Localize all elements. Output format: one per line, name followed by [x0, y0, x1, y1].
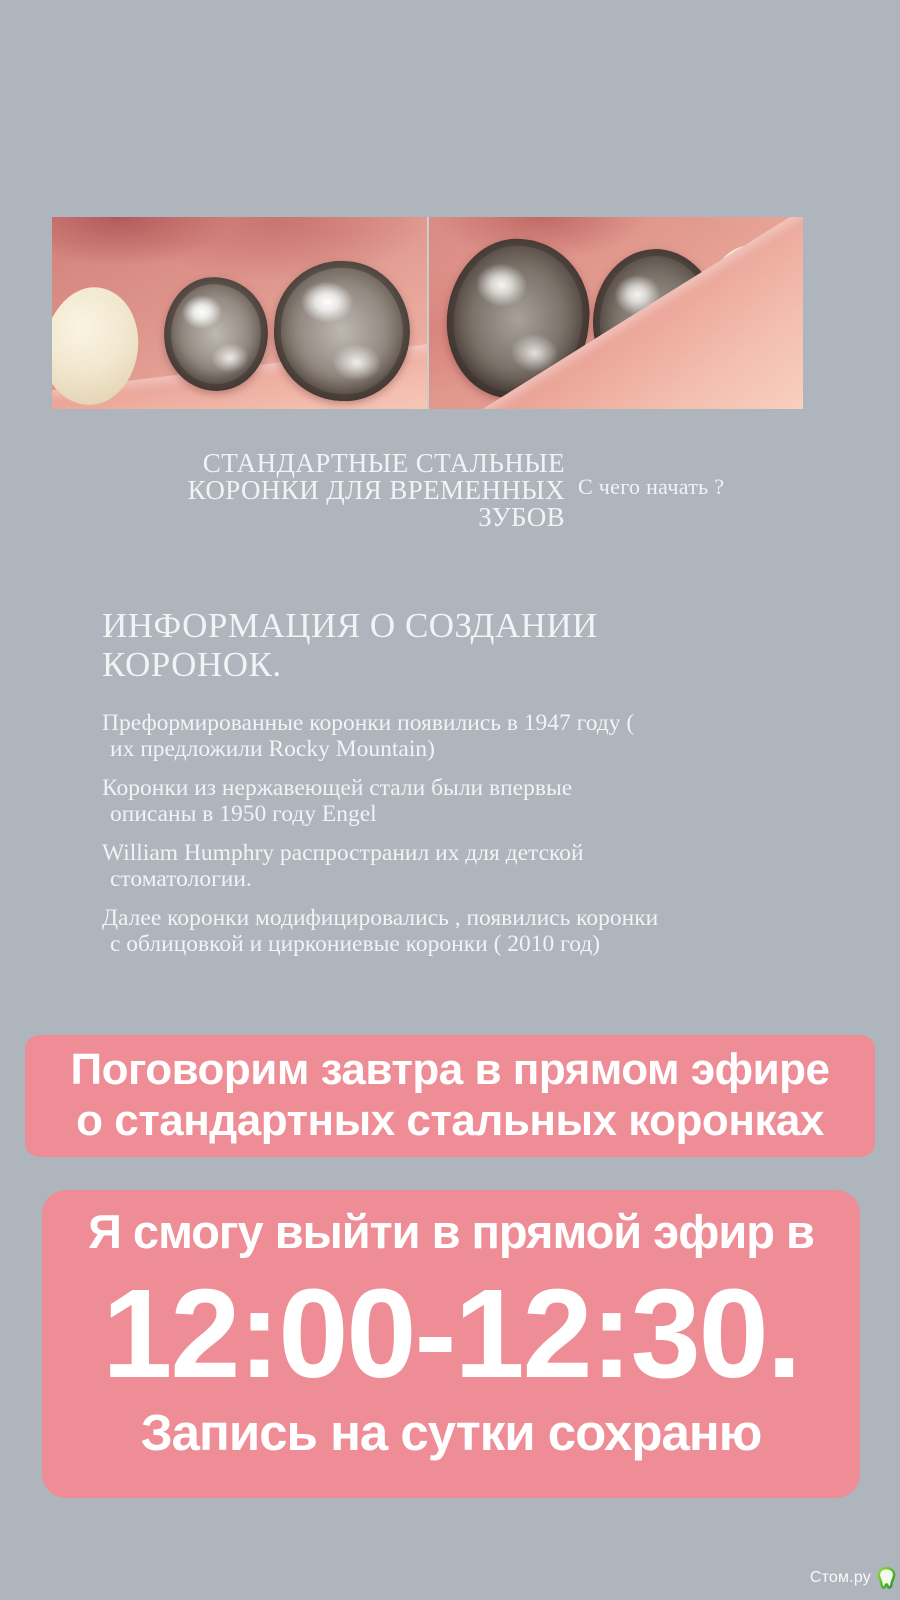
- slide-title-line: КОРОНКИ ДЛЯ ВРЕМЕННЫХ: [187, 475, 565, 505]
- watermark: [810, 1566, 898, 1590]
- watermark-label: Стом.ру: [809, 1569, 871, 1586]
- paragraph: Далее коронки модифицировались , появились коронки с облицовкой и циркониевые коронки ( 2010 год): [102, 905, 659, 957]
- announcement-banner: [25, 1035, 875, 1157]
- paragraph: Преформированные коронки появились в 1947 году ( их предложили Rocky Mountain): [102, 710, 635, 762]
- tooth-icon: [875, 1566, 898, 1590]
- side-note: С чего начать ?: [578, 474, 725, 499]
- section-heading-line: ИНФОРМАЦИЯ О СОЗДАНИИ: [102, 606, 598, 645]
- schedule-banner: [42, 1190, 860, 1498]
- announcement-line: о стандартных стальных коронках: [76, 1096, 824, 1145]
- photo-left-panel: [52, 217, 427, 409]
- slide-title: [140, 450, 565, 531]
- paragraph: Коронки из нержавеющей стали были впервые описаны в 1950 году Engel: [102, 775, 573, 827]
- info-paragraphs: [102, 710, 742, 970]
- slide-title-line: СТАНДАРТНЫЕ СТАЛЬНЫЕ: [202, 448, 565, 478]
- schedule-intro: Я смогу выйти в прямой эфир в: [88, 1205, 814, 1258]
- paragraph: William Humphry распространил их для детской стоматологии.: [102, 840, 584, 892]
- section-heading: [102, 606, 742, 684]
- schedule-time: 12:00-12:30.: [102, 1263, 800, 1404]
- schedule-outro: Запись на сутки сохраню: [140, 1404, 762, 1461]
- photo-right-panel: [429, 217, 804, 409]
- section-heading-line: КОРОНОК.: [102, 645, 282, 684]
- announcement-line: Поговорим завтра в прямом эфире: [70, 1045, 830, 1094]
- slide-title-line: ЗУБОВ: [478, 502, 565, 532]
- steel-crowns-clinical-photo: [52, 217, 803, 409]
